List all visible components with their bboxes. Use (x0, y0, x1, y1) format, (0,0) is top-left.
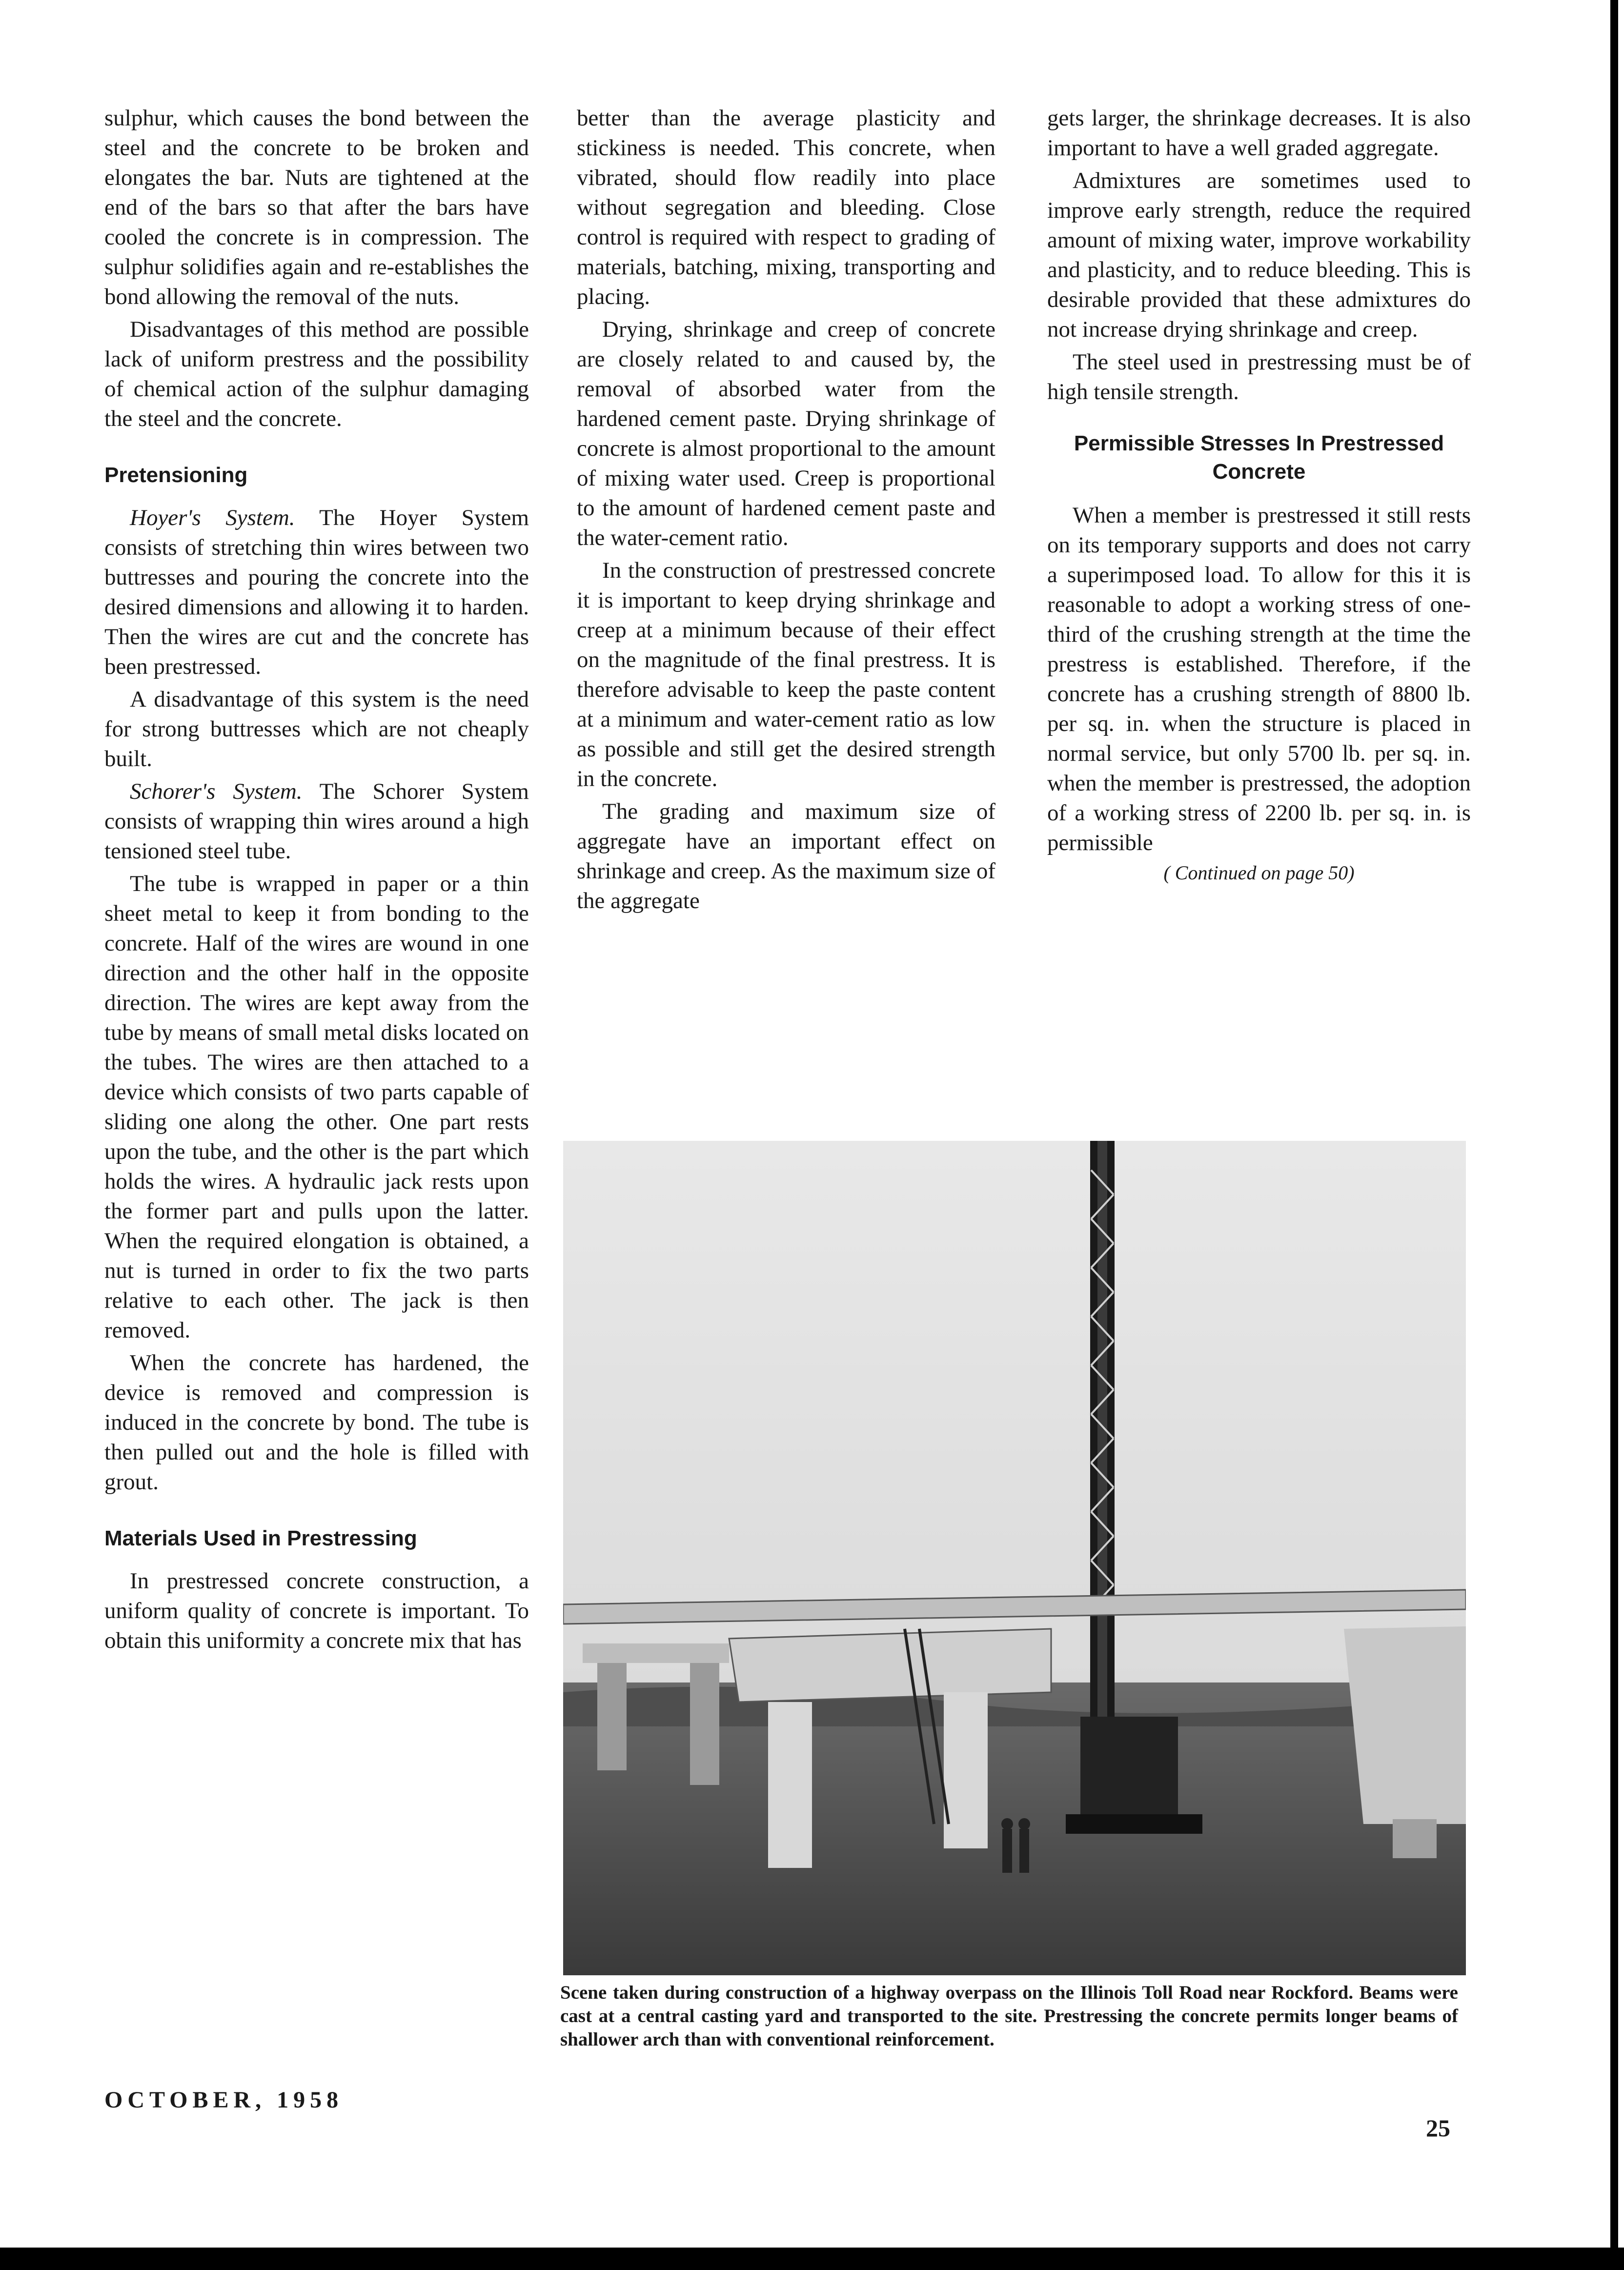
pier-column (944, 1692, 988, 1848)
paragraph: A disadvantage of this system is the need for strong buttresses which are not cheaply built. (104, 687, 529, 771)
pier-column (768, 1702, 812, 1868)
paragraph-hoyer (104, 503, 529, 682)
column-3 (1047, 103, 1471, 885)
page-edge-rule (1610, 0, 1618, 2270)
paragraph: In prestressed concrete construction, a uniform quality of concrete is important. To obtain this uniformity a concrete mix that has (104, 1568, 529, 1653)
paragraph: sulphur, which causes the bond between the steel and the concrete to be broken and elongates the bar. Nuts are tightened at the end of the bars so that after the bars have cooled the concrete is in compression. The sulphur solidifies again and re-establishes the bond allowing the removal of the nuts. (104, 105, 529, 309)
schorer-system-text: The Schorer System consists of wrapping thin wires around a high tensioned steel tube. (104, 779, 529, 864)
paragraph: gets larger, the shrinkage decreases. It is also important to have a well graded aggregate. (1047, 105, 1471, 161)
crane-tracks (1066, 1814, 1202, 1834)
pier-cap (729, 1629, 1051, 1702)
paragraph: Admixtures are sometimes used to improve early strength, reduce the required amount of mixing water, improve workability and plasticity, and to reduce bleeding. This is desirable provided that these admixtures do not increase drying shrinkage and creep. (1047, 168, 1471, 342)
left-deck (583, 1643, 729, 1663)
worker (1019, 1829, 1029, 1873)
page-number: 25 (1426, 2114, 1450, 2142)
right-abutment (1344, 1626, 1466, 1824)
column-2 (577, 103, 995, 919)
section-heading-pretensioning: Pretensioning (104, 463, 248, 487)
continued-note: ( Continued on page 50) (1163, 862, 1355, 884)
paragraph: The grading and maximum size of aggregate have an important effect on shrinkage and creep. As the maximum size of the aggregate (577, 799, 995, 913)
paragraph: Disadvantages of this method are possible lack of uniform prestress and the possibility of chemical action of the sulphur damaging the steel and the concrete. (104, 317, 529, 431)
overpass-construction-photo (563, 1141, 1466, 1975)
paragraph-schorer (104, 777, 529, 866)
hoyer-system-text: The Hoyer System consists of stretching thin wires between two buttresses and pouring the concrete into the desired dimensions and allowing it to harden. Then the wires are cut and the concrete has been prestressed. (104, 505, 529, 679)
paragraph: better than the average plasticity and stickiness is needed. This concrete, when vibrated, should flow readily into place without segregation and bleeding. Close control is required with respect to grading of materials, batching, mixing, transporting and placing. (577, 105, 995, 309)
paragraph: The tube is wrapped in paper or a thin sheet metal to keep it from bonding to the concrete. Half of the wires are wound in one direction and the other half in the opposite direction. The wires are kept away from the tube by means of small metal disks located on the tubes. The wires are then attached to a device which consists of two parts capable of sliding one along the other. One part rests upon the tube, and the other is the part which holds the wires. A hydraulic jack rests upon the former part and pulls upon the latter. When the required elongation is obtained, a nut is turned in order to fix the two parts relative to each other. The jack is then removed. (104, 871, 529, 1343)
scan-bottom-band (0, 2248, 1624, 2270)
paragraph: The steel used in prestressing must be of high tensile strength. (1047, 349, 1471, 405)
paragraph: Drying, shrinkage and creep of concrete are closely related to and caused by, the removal of absorbed water from the hardened cement paste. Drying shrinkage of concrete is almost proportional to the amount of mixing water used. Creep is proportional to the amount of hardened cement paste and the water-cement ratio. (577, 317, 995, 550)
photo-caption: Scene taken during construction of a highway overpass on the Illinois Toll Road near Rockford. Beams were cast at a central casting yard and transported to the site. Prestressing the concrete permits longer beams of shallower arch than with conventional reinforcement. (560, 1982, 1458, 2050)
paragraph: In the construction of prestressed concrete it is important to keep drying shrinkage and creep at a minimum because of their effect on the magnitude of the final prestress. It is therefore advisable to keep the paste content at a minimum and water-cement ratio as low as possible and still get the desired strength in the concrete. (577, 558, 995, 791)
hoyer-system-title: Hoyer's System. (130, 505, 295, 530)
issue-date: OCTOBER, 1958 (104, 2087, 344, 2113)
paragraph: When the concrete has hardened, the device is removed and compression is induced in the concrete by bond. The tube is then pulled out and the hole is filled with grout. (104, 1350, 529, 1495)
paragraph: When a member is prestressed it still rests on its temporary supports and does not carry a superimposed load. To allow for this it is reasonable to adopt a working stress of one-third of the crushing strength at the time the prestress is established. Therefore, if the concrete has a crushing strength of 8800 lb. per sq. in. when the structure is placed in normal service, but only 5700 lb. per sq. in. when the member is prestressed, the adoption of a working stress of 2200 lb. per sq. in. is permissible (1047, 503, 1471, 855)
column-1 (104, 103, 529, 1659)
crane-body (1080, 1717, 1178, 1824)
section-heading-materials: Materials Used in Prestressing (104, 1526, 417, 1550)
schorer-system-title: Schorer's System. (130, 779, 303, 804)
worker (1002, 1829, 1012, 1873)
section-heading-permissible-stresses: Permissible Stresses In Prestressed Concrete (1074, 431, 1444, 484)
